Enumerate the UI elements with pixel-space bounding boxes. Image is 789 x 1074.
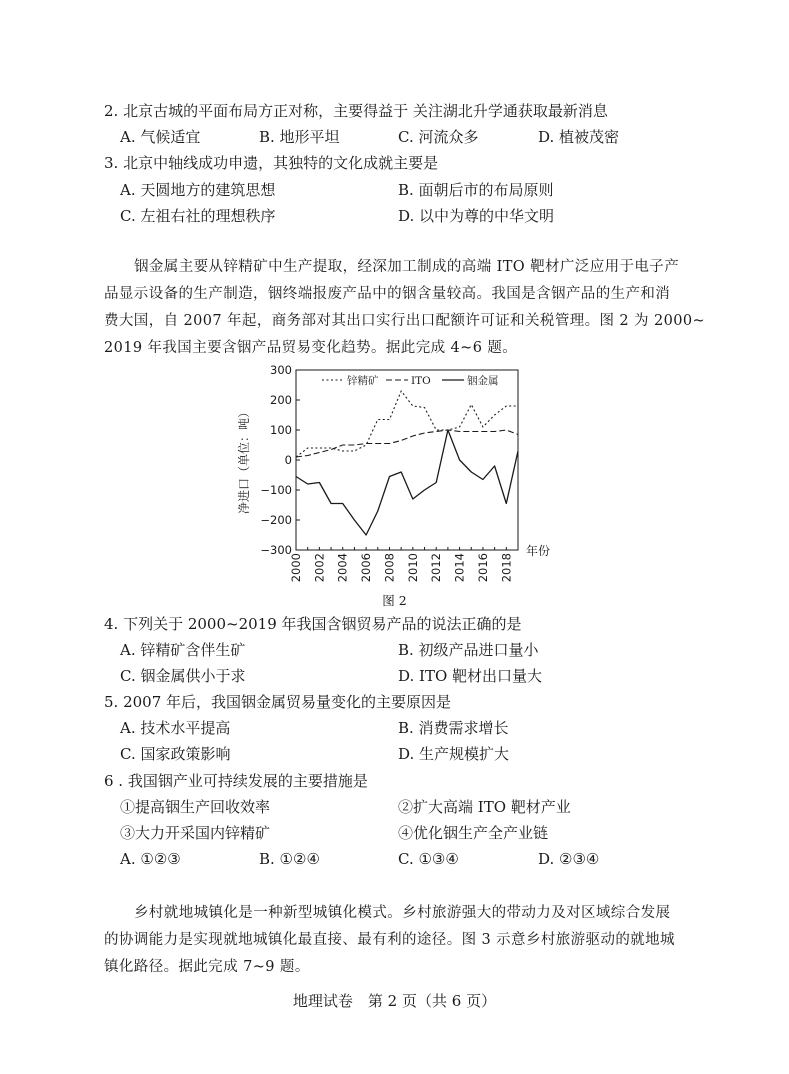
q4-option-a: A. 锌精矿含伴生矿 xyxy=(120,641,246,659)
q6-option-d: D. ②③④ xyxy=(538,850,600,868)
x-tick-label: 2018 xyxy=(499,553,514,583)
x-tick-label: 2006 xyxy=(359,553,374,583)
series-line-dashed xyxy=(296,430,518,457)
y-tick-label: −300 xyxy=(260,543,292,557)
passage-line: 铟金属主要从锌精矿中生产提取，经深加工制成的高端 ITO 靶材广泛应用于电子产 xyxy=(134,259,680,275)
passage-line: 2019 年我国主要含铟产品贸易变化趋势。据此完成 4~6 题。 xyxy=(104,340,518,356)
y-tick-label: 100 xyxy=(270,423,292,437)
x-tick-label: 2012 xyxy=(429,553,444,583)
y-tick-label: −200 xyxy=(260,513,292,527)
x-tick-label: 2000 xyxy=(289,553,303,583)
x-tick-label: 2008 xyxy=(382,553,397,583)
q3-option-c: C. 左祖右社的理想秩序 xyxy=(120,207,276,225)
plot-frame xyxy=(296,370,518,550)
q3-option-b: B. 面朝后市的布局原则 xyxy=(398,181,554,199)
q5-stem: 5. 2007 年后，我国铟金属贸易量变化的主要原因是 xyxy=(104,693,452,711)
x-axis-title: 年份 xyxy=(526,544,551,558)
q2-option-c: C. 河流众多 xyxy=(398,128,479,146)
q6-stem: 6 . 我国铟产业可持续发展的主要措施是 xyxy=(104,772,368,790)
passage-indium xyxy=(104,254,705,362)
q5-option-d: D. 生产规模扩大 xyxy=(398,745,510,763)
q6-option-a: A. ①②③ xyxy=(120,850,181,868)
passage-line: 费大国，自 2007 年起，商务部对其出口实行出口配额许可证和关税管理。图 2 为 2000~ xyxy=(104,313,706,329)
legend-label: ITO xyxy=(411,375,431,387)
figure-caption: 图 2 xyxy=(382,593,407,608)
y-tick-label: 0 xyxy=(284,453,292,467)
q6-item-3: ③大力开采国内锌精矿 xyxy=(120,824,271,842)
series-line-solid xyxy=(296,430,518,535)
legend-label: 铟金属 xyxy=(467,375,499,387)
q6-option-c: C. ①③④ xyxy=(398,850,459,868)
page-footer: 地理试卷 第 2 页（共 6 页） xyxy=(292,992,497,1010)
q6-item-4: ④优化铟生产全产业链 xyxy=(398,824,549,842)
series-line-dotted xyxy=(296,391,518,457)
q3-stem: 3. 北京中轴线成功申遗，其独特的文化成就主要是 xyxy=(104,154,439,172)
passage-rural-urbanization xyxy=(104,900,675,981)
q6-item-1: ①提高铟生产回收效率 xyxy=(120,798,271,816)
x-tick-label: 2002 xyxy=(312,553,327,583)
passage-line: 乡村就地城镇化是一种新型城镇化模式。乡村旅游强大的带动力及对区域综合发展 xyxy=(134,905,671,921)
x-tick-label: 2010 xyxy=(405,553,420,583)
indium-trade-chart xyxy=(226,362,566,586)
x-tick-label: 2014 xyxy=(452,553,467,583)
y-tick-label: 200 xyxy=(270,393,292,407)
q5-option-c: C. 国家政策影响 xyxy=(120,745,231,763)
q6-item-2: ②扩大高端 ITO 靶材产业 xyxy=(398,798,571,816)
passage-line: 品显示设备的生产制造，铟终端报废产品中的铟含量较高。我国是含铟产品的生产和消 xyxy=(104,286,671,302)
q4-option-b: B. 初级产品进口量小 xyxy=(398,641,539,659)
q2-option-b: B. 地形平坦 xyxy=(259,128,340,146)
x-tick-label: 2004 xyxy=(335,553,350,583)
q2-stem: 2. 北京古城的平面布局方正对称，主要得益于 关注湖北升学通获取最新消息 xyxy=(104,102,608,120)
q2-option-a: A. 气候适宜 xyxy=(120,128,201,146)
passage-line: 的协调能力是实现就地城镇化最直接、最有利的途径。图 3 示意乡村旅游驱动的就地城 xyxy=(104,932,675,948)
q5-option-a: A. 技术水平提高 xyxy=(120,719,231,737)
y-tick-label: 300 xyxy=(270,363,292,377)
legend-label: 锌精矿 xyxy=(347,375,379,387)
y-axis-title: 净进口（单位：吨） xyxy=(237,405,251,515)
q3-option-a: A. 天圆地方的建筑思想 xyxy=(120,181,276,199)
y-tick-label: −100 xyxy=(260,483,292,497)
x-tick-label: 2016 xyxy=(475,553,490,583)
passage-line: 镇化路径。据此完成 7~9 题。 xyxy=(104,959,310,975)
q5-option-b: B. 消费需求增长 xyxy=(398,719,509,737)
q2-option-d: D. 植被茂密 xyxy=(538,128,620,146)
q4-option-c: C. 铟金属供小于求 xyxy=(120,667,246,685)
q3-option-d: D. 以中为尊的中华文明 xyxy=(398,207,555,225)
q6-option-b: B. ①②④ xyxy=(259,850,320,868)
q4-stem: 4. 下列关于 2000~2019 年我国含铟贸易产品的说法正确的是 xyxy=(104,615,522,633)
q4-option-d: D. ITO 靶材出口量大 xyxy=(398,667,543,685)
